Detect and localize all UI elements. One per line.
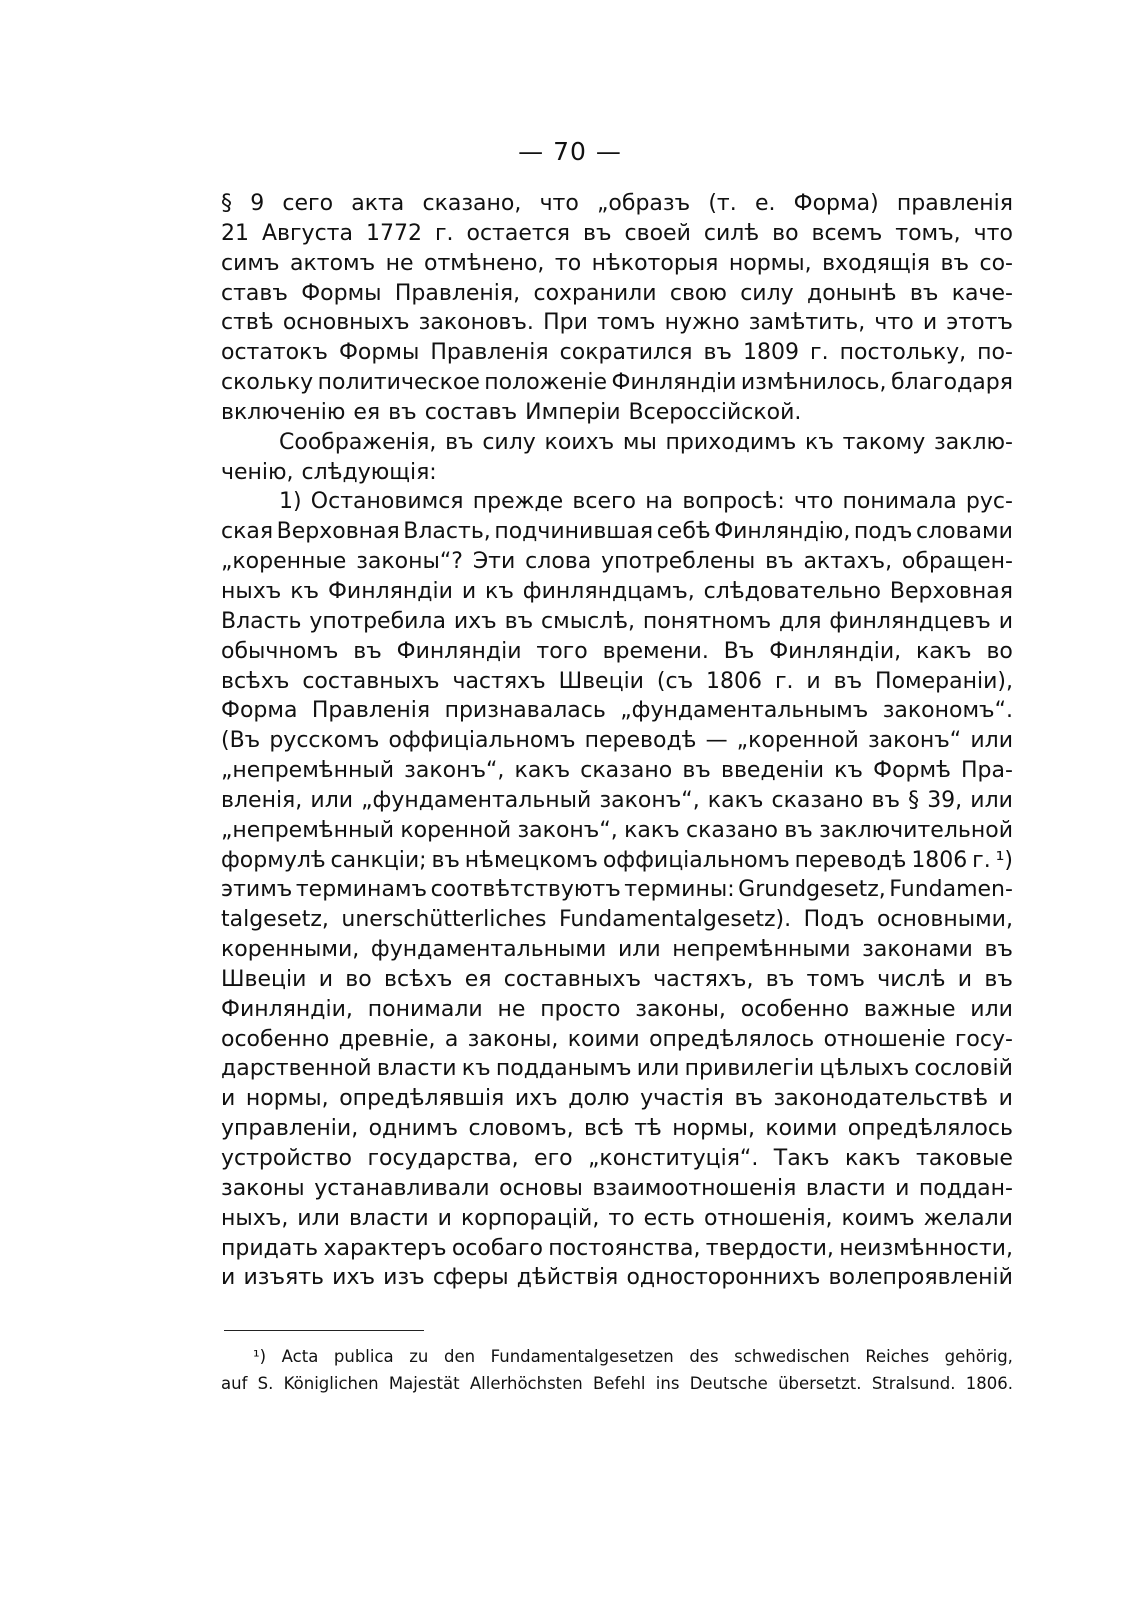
text-line: законы устанавливали основы взаимоотношенія власти и поддан-	[221, 1175, 1013, 1201]
text-line: ская Верховная Власть, подчинившая себѣ Финляндію, подъ словами	[221, 519, 1013, 545]
text-line: дарственной власти къ подданымъ или привилегіи цѣлыхъ сословій	[221, 1056, 1013, 1082]
footnote-line: ¹) Acta publica zu den Fundamentalgesetzen des schwedischen Reiches gehörig,	[253, 1347, 1013, 1366]
text-line: симъ актомъ не отмѣнено, то нѣкоторыя нормы, входящія въ со-	[221, 250, 1013, 276]
text-line: „непремѣнный законъ“, какъ сказано въ введеніи къ Формѣ Пра-	[221, 758, 1013, 784]
text-line: этимъ терминамъ соотвѣтствуютъ термины: Grundgesetz, Fundamen-	[221, 877, 1013, 903]
text-line: остатокъ Формы Правленія сократился въ 1809 г. постольку, по-	[221, 340, 1013, 366]
footnote-divider	[224, 1330, 424, 1331]
text-line: § 9 сего акта сказано, что „образъ (т. е. Форма) правленія	[221, 191, 1013, 216]
text-line: 1) Остановимся прежде всего на вопросѣ: что понимала рус-	[279, 489, 1013, 515]
text-line: Соображенія, въ силу коихъ мы приходимъ къ такому заклю-	[279, 429, 1013, 455]
text-line: Форма Правленія признавалась „фундаментальнымъ закономъ“.	[221, 698, 1013, 724]
text-line: Финляндіи, понимали не просто законы, особенно важные или	[221, 996, 1013, 1022]
body-text	[221, 189, 1013, 1293]
text-line: и нормы, опредѣлявшія ихъ долю участія въ законодательствѣ и	[221, 1086, 1013, 1112]
text-line: особенно древніе, а законы, коими опредѣлялось отношеніе госу-	[221, 1026, 1013, 1052]
text-line: устройство государства, его „конституція“. Такъ какъ таковые	[221, 1146, 1013, 1171]
text-line: (Въ русскомъ оффиціальномъ переводѣ — „коренной законъ“ или	[221, 728, 1013, 754]
text-line: ствѣ основныхъ законовъ. При томъ нужно замѣтить, что и этотъ	[221, 310, 1013, 336]
text-line: talgesetz, unerschütterliches Fundamentalgesetz). Подъ основными,	[221, 907, 1013, 933]
text-line: „коренные законы“? Эти слова употреблены въ актахъ, обращен-	[221, 549, 1013, 575]
text-line: формулѣ санкціи; въ нѣмецкомъ оффиціальномъ переводѣ 1806 г. ¹)	[221, 847, 1013, 873]
text-line: 21 Августа 1772 г. остается въ своей силѣ во всемъ томъ, что	[221, 220, 1013, 246]
text-line: коренными, фундаментальными или непремѣнными законами въ	[221, 937, 1013, 963]
text-line: включенію ея въ составъ Имперіи Всероссійской.	[221, 399, 802, 425]
text-line: Власть употребила ихъ въ смыслѣ, понятномъ для финляндцевъ и	[221, 608, 1013, 634]
text-line: управленіи, однимъ словомъ, всѣ тѣ нормы, коими опредѣлялось	[221, 1116, 1013, 1142]
text-line: всѣхъ составныхъ частяхъ Швеціи (съ 1806 г. и въ Помераніи),	[221, 668, 1013, 694]
text-line: скольку политическое положеніе Финляндіи измѣнилось, благодаря	[221, 370, 1013, 396]
text-line: ныхъ къ Финляндіи и къ финляндцамъ, слѣдовательно Верховная	[221, 578, 1013, 604]
text-line: обычномъ въ Финляндіи того времени. Въ Финляндіи, какъ во	[221, 638, 1013, 664]
text-line: придать характеръ особаго постоянства, твердости, неизмѣнности,	[221, 1235, 1013, 1261]
footnote-line: auf S. Königlichen Majestät Allerhöchsten Befehl ins Deutsche übersetzt. Stralsund. 1806.	[221, 1374, 1013, 1393]
text-line: и изъять ихъ изъ сферы дѣйствія одностороннихъ волепроявленій	[221, 1265, 1013, 1291]
page-number: — 70 —	[518, 137, 622, 166]
text-line: вленія, или „фундаментальный законъ“, какъ сказано въ § 39, или	[221, 787, 1013, 813]
text-line: Швеціи и во всѣхъ ея составныхъ частяхъ, въ томъ числѣ и въ	[221, 966, 1013, 992]
text-line: ставъ Формы Правленія, сохранили свою силу донынѣ въ каче-	[221, 280, 1013, 306]
text-line: ныхъ, или власти и корпорацій, то есть отношенія, коимъ желали	[221, 1205, 1013, 1231]
footnotes	[221, 1343, 1013, 1397]
text-line: „непремѣнный коренной законъ“, какъ сказано въ заключительной	[221, 817, 1013, 843]
text-line: ченію, слѣдующія:	[221, 459, 437, 485]
